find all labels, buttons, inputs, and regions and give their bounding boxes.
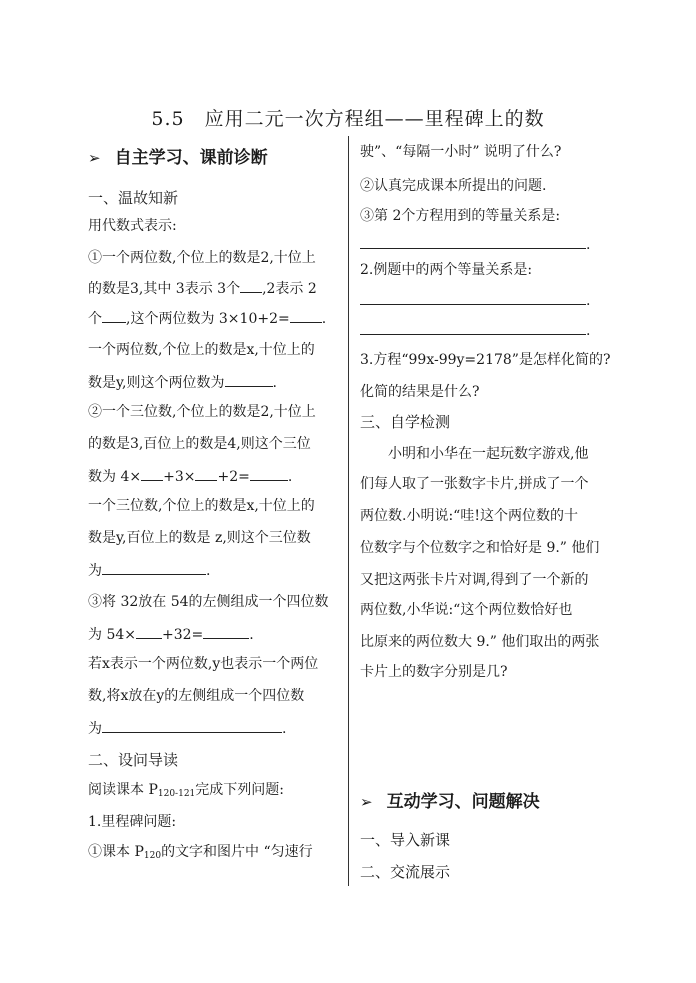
answer-blank[interactable] [360, 290, 586, 305]
section-heading-text: 自主学习、课前诊断 [114, 148, 268, 168]
subheading-exchange: 二、交流展示 [360, 863, 451, 881]
problem-line-4: 位数字与个位数字之和恰好是 9.” 他们 [360, 540, 600, 556]
answer-blank[interactable] [195, 466, 217, 481]
q2-line-c: 数为 4× +3× +2= . [88, 466, 292, 487]
right-line-8: 3.方程“99x-99y=2178”是怎样化简的? [360, 352, 611, 368]
answer-blank[interactable] [360, 234, 586, 249]
answer-blank[interactable] [360, 320, 586, 335]
problem-line-8: 卡片上的数字分别是几? [360, 664, 508, 680]
right-line-1: 驶”、“每隔一小时” 说明了什么? [360, 144, 562, 160]
answer-blank[interactable] [102, 308, 126, 323]
subheading-self-check: 三、自学检测 [360, 413, 451, 431]
subheading-intro: 一、导入新课 [360, 831, 451, 849]
q1-line-a: ①一个两位数,个位上的数是2,十位上 [88, 250, 316, 266]
answer-blank[interactable] [290, 308, 322, 323]
q1-line-b: 的数是3,其中 3表示 3个 ,2表示 2 [88, 278, 317, 299]
answer-blank[interactable] [102, 718, 282, 733]
q3-line-e: 为 . [88, 718, 286, 739]
right-line-9: 化简的结果是什么? [360, 384, 480, 400]
q2-line-a: ②一个三位数,个位上的数是2,十位上 [88, 404, 316, 420]
arrow-bullet-icon: ➢ [88, 149, 101, 167]
problem-line-1: 小明和小华在一起玩数字游戏,他 [388, 446, 589, 462]
answer-blank[interactable] [102, 560, 206, 575]
problem-line-2: 们每人取了一张数字卡片,拼成了一个 [360, 476, 589, 492]
q2-line-e: 数是y,百位上的数是 z,则这个三位数 [88, 530, 311, 546]
answer-line-1: . [360, 234, 590, 255]
column-divider [348, 136, 349, 886]
section-heading-interactive [360, 792, 540, 812]
answer-blank[interactable] [225, 372, 273, 387]
answer-blank[interactable] [141, 466, 163, 481]
answer-line-2: . [360, 290, 590, 311]
answer-blank[interactable] [203, 624, 249, 639]
arrow-bullet-icon: ➢ [360, 793, 373, 811]
item-1-heading: 1.里程碑问题: [88, 814, 177, 830]
problem-line-3: 两位数.小明说:“哇!这个两位数的十 [360, 508, 578, 524]
right-line-2: ②认真完成课本所提出的问题. [360, 178, 547, 194]
q1-line-c: 个 ,这个两位数为 3×10+2= . [88, 308, 326, 329]
reading-instruction: 阅读课本 $P_{120-121}$完成下列问题: [88, 782, 284, 799]
intro-text: 用代数式表示: [88, 218, 177, 234]
q3-line-b: 为 54× +32= . [88, 624, 254, 645]
q2-line-d: 一个三位数,个位上的数是x,十位上的 [88, 498, 315, 514]
q2-line-f: 为 . [88, 560, 210, 581]
problem-line-7: 比原来的两位数大 9.” 他们取出的两张 [360, 634, 600, 650]
q2-line-b: 的数是3,百位上的数是4,则这个三位 [88, 436, 311, 452]
section-heading-text: 互动学习、问题解决 [386, 792, 540, 812]
item-1a: ①课本 $P_{120}$的文字和图片中 “匀速行 [88, 844, 313, 861]
problem-line-5: 又把这两张卡片对调,得到了一个新的 [360, 572, 589, 588]
problem-line-6: 两位数,小华说:“这个两位数恰好也 [360, 602, 573, 618]
q3-line-c: 若x表示一个两位数,y也表示一个两位 [88, 656, 319, 672]
q3-line-a: ③将 32放在 54的左侧组成一个四位数 [88, 594, 329, 610]
section-heading-self-study [88, 148, 268, 168]
q1-line-d: 一个两位数,个位上的数是x,十位上的 [88, 342, 315, 358]
answer-blank[interactable] [240, 278, 262, 293]
page-title: 5.5 应用二元一次方程组——里程碑上的数 [151, 108, 545, 130]
subheading-guide: 二、设问导读 [88, 751, 179, 769]
answer-blank[interactable] [250, 466, 288, 481]
subheading-review: 一、温故知新 [88, 189, 179, 207]
q3-line-d: 数,将x放在y的左侧组成一个四位数 [88, 688, 305, 704]
right-line-3: ③第 2个方程用到的等量关系是: [360, 208, 561, 224]
answer-blank[interactable] [136, 624, 162, 639]
answer-line-3: . [360, 320, 590, 341]
q1-line-e: 数是y,则这个两位数为 . [88, 372, 277, 393]
right-line-5: 2.例题中的两个等量关系是: [360, 262, 533, 278]
